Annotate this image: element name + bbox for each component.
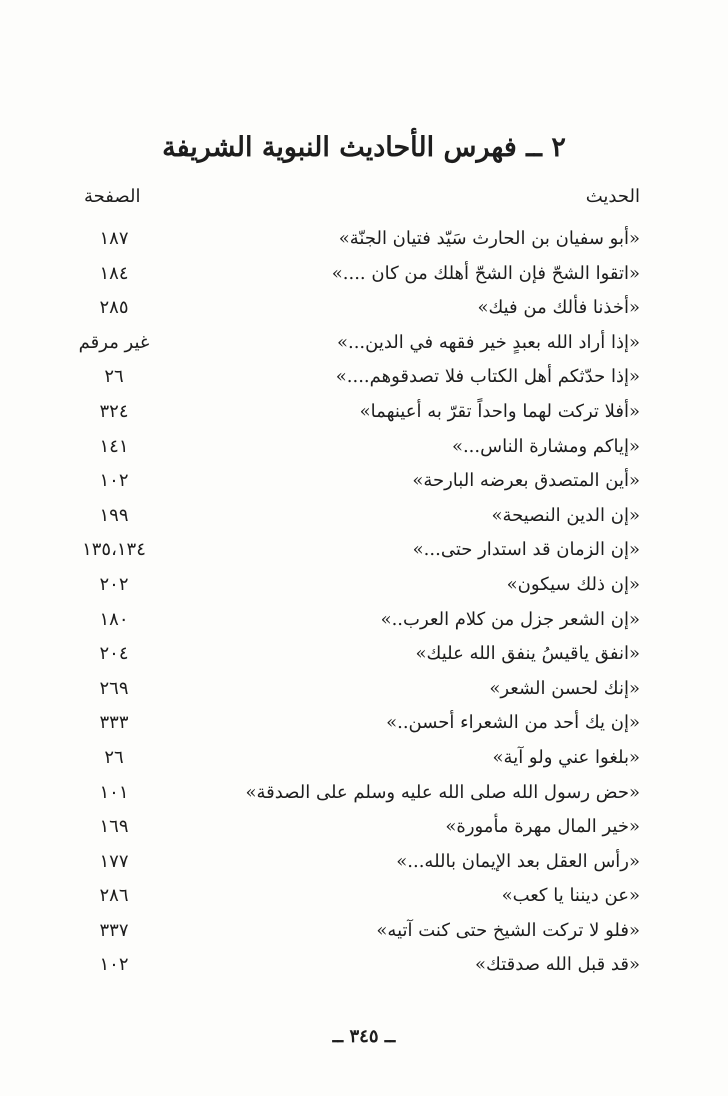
column-headers bbox=[74, 186, 640, 214]
hadith-text: «أخذنا فألك من فيك» bbox=[477, 297, 640, 319]
hadith-text: «إذا أراد الله بعبدٍ خير فقهه في الدين...» bbox=[336, 331, 640, 353]
index-row bbox=[74, 328, 640, 363]
page-reference: ١٠٢ bbox=[99, 470, 129, 492]
hadith-text: «أبو سفيان بن الحارث سَيّد فتيان الجنّة» bbox=[338, 228, 640, 249]
index-row bbox=[74, 224, 640, 259]
page-reference: ٢٠٢ bbox=[99, 573, 129, 595]
page-reference: ١٤١ bbox=[99, 435, 129, 457]
index-row bbox=[74, 362, 640, 397]
hadith-index-list bbox=[74, 224, 640, 985]
page-reference: ٣٢٤ bbox=[99, 400, 129, 422]
page-reference: ١٣٥،١٣٤ bbox=[82, 539, 146, 561]
hadith-text: «إن الدين النصيحة» bbox=[491, 504, 640, 526]
page-reference: ١٨٠ bbox=[99, 608, 129, 630]
hadith-text: «إنك لحسن الشعر» bbox=[489, 677, 640, 699]
page-reference: ٢٨٥ bbox=[99, 297, 129, 319]
index-row bbox=[74, 708, 640, 743]
index-row bbox=[74, 743, 640, 778]
page-column-header: الصفحة bbox=[84, 186, 141, 207]
page-reference: ٢٦ bbox=[104, 366, 124, 388]
index-row bbox=[74, 881, 640, 916]
hadith-text: «حض رسول الله صلى الله عليه وسلم على الصدقة» bbox=[245, 781, 640, 803]
hadith-text: «فلو لا تركت الشيخ حتى كنت آتيه» bbox=[376, 919, 640, 941]
page-reference: ١٠١ bbox=[99, 781, 129, 803]
hadith-text: «إن الشعر جزل من كلام العرب..» bbox=[380, 608, 640, 630]
index-row bbox=[74, 397, 640, 432]
hadith-text: «قد قبل الله صدقتك» bbox=[475, 954, 640, 976]
index-row bbox=[74, 570, 640, 605]
page-reference: ٢٦ bbox=[104, 746, 124, 768]
index-row bbox=[74, 605, 640, 640]
index-row bbox=[74, 674, 640, 709]
page-reference: ٢٦٩ bbox=[99, 677, 129, 699]
page-reference: ٢٠٤ bbox=[99, 643, 129, 665]
hadith-text: «عن ديننا يا كعب» bbox=[501, 885, 640, 907]
page-reference: ٣٣٣ bbox=[99, 712, 129, 734]
hadith-text: «إن ذلك سيكون» bbox=[506, 573, 640, 595]
index-row bbox=[74, 259, 640, 294]
index-row bbox=[74, 812, 640, 847]
hadith-text: «انفق ياقيسُ ينفق الله عليك» bbox=[415, 643, 640, 665]
page-reference: ١٩٩ bbox=[99, 504, 129, 526]
index-row bbox=[74, 639, 640, 674]
hadith-text: «أين المتصدق بعرضه البارحة» bbox=[412, 470, 640, 492]
page-reference: غير مرقم bbox=[78, 331, 150, 353]
hadith-text: «خير المال مهرة مأمورة» bbox=[445, 816, 640, 838]
index-row bbox=[74, 950, 640, 985]
page-title: ٢ ــ فهرس الأحاديث النبوية الشريفة bbox=[162, 132, 566, 163]
page-reference: ١٨٤ bbox=[99, 262, 129, 284]
hadith-text: «إن الزمان قد استدار حتى...» bbox=[412, 539, 640, 561]
hadith-text: «رأس العقل بعد الإيمان بالله...» bbox=[396, 850, 640, 872]
index-row bbox=[74, 293, 640, 328]
page-number: ــ ٣٤٥ ــ bbox=[332, 1026, 396, 1047]
index-row bbox=[74, 432, 640, 467]
index-row bbox=[74, 466, 640, 501]
hadith-text: «اتقوا الشحّ فإن الشحّ أهلك من كان ....» bbox=[331, 262, 640, 284]
page-reference: ١٧٧ bbox=[99, 850, 129, 872]
index-row bbox=[74, 847, 640, 882]
page-reference: ١٨٧ bbox=[99, 228, 129, 249]
index-row bbox=[74, 501, 640, 536]
hadith-text: «إياكم ومشارة الناس...» bbox=[451, 435, 640, 457]
hadith-text: «إذا حدّثكم أهل الكتاب فلا تصدقوهم....» bbox=[335, 366, 640, 388]
index-row bbox=[74, 778, 640, 813]
hadith-text: «إن يك أحد من الشعراء أحسن..» bbox=[386, 712, 640, 734]
hadith-text: «أفلا تركت لهما واحداً تقرّ به أعينهما» bbox=[359, 400, 640, 422]
hadith-text: «بلغوا عني ولو آية» bbox=[492, 746, 640, 768]
hadith-column-header: الحديث bbox=[585, 186, 640, 207]
page-reference: ١٦٩ bbox=[99, 816, 129, 838]
index-row bbox=[74, 535, 640, 570]
index-row bbox=[74, 916, 640, 951]
page-reference: ٣٣٧ bbox=[99, 919, 129, 941]
page-reference: ٢٨٦ bbox=[99, 885, 129, 907]
page-reference: ١٠٢ bbox=[99, 954, 129, 976]
